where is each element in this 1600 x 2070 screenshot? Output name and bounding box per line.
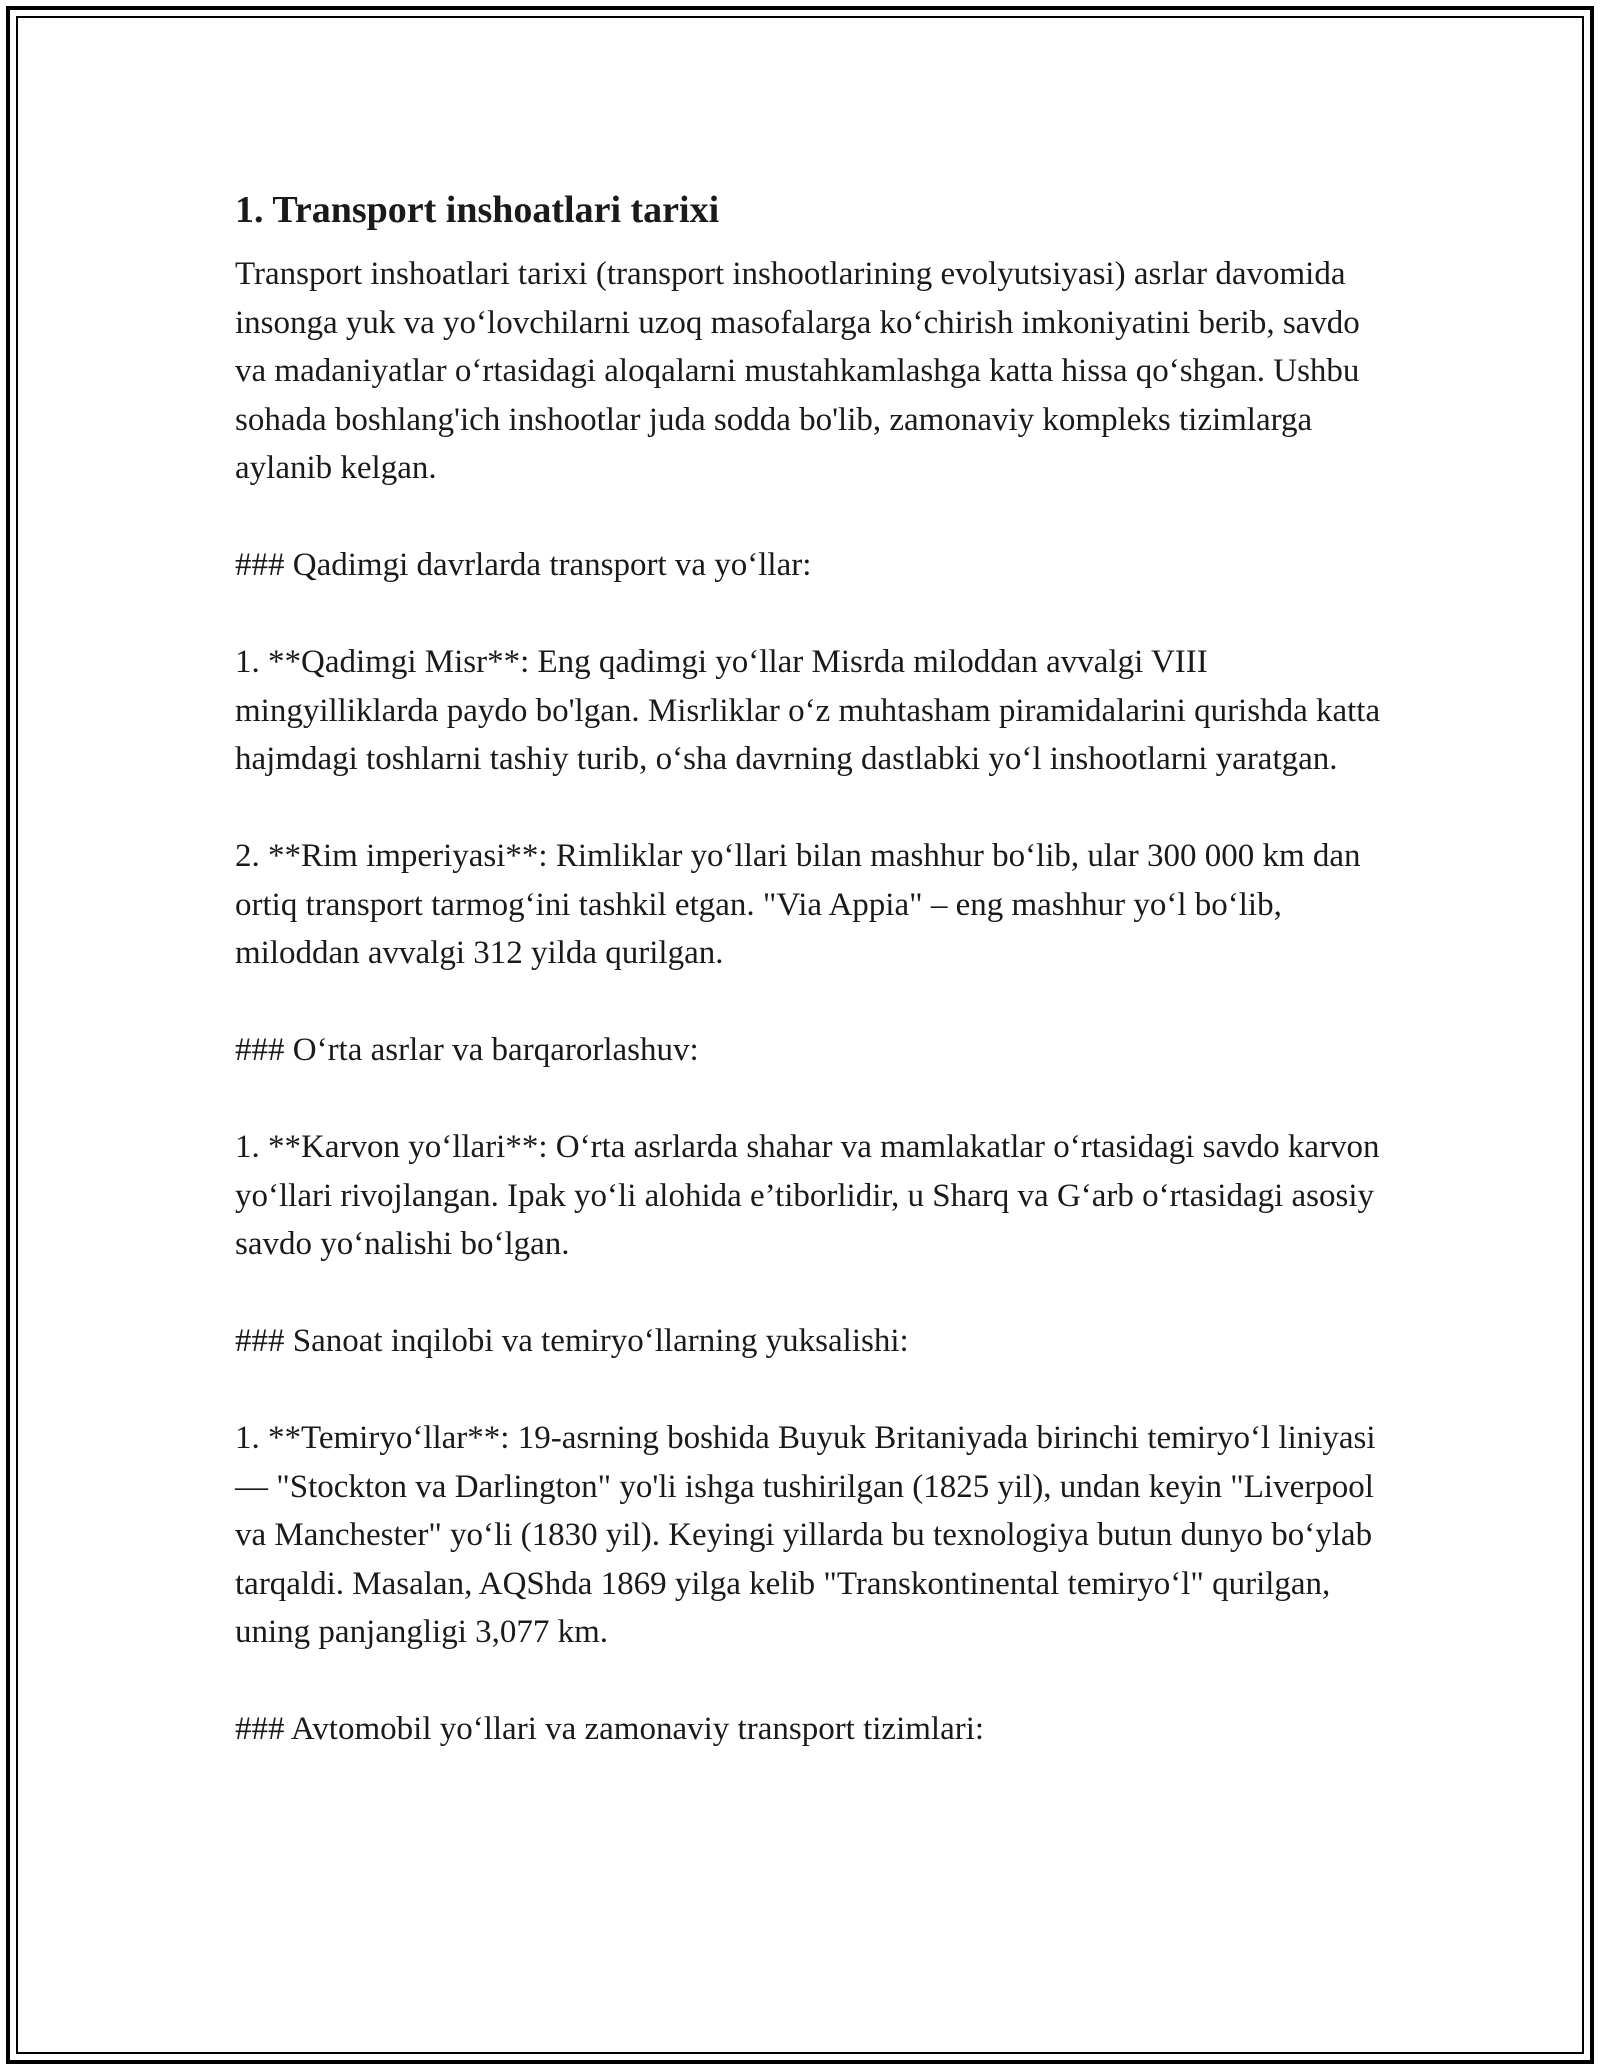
document-body bbox=[235, 186, 1385, 1754]
section-heading-middle-ages: ### O‘rta asrlar va barqarorlashuv: bbox=[235, 1032, 699, 1068]
list-item-railways: 1. **Temiryo‘llar**: 19-asrning boshida Buyuk Britaniyada birinchi temiryo‘l liniyasi — "Stockton va Darlington" yo'li ishga tushirilgan (1825 yil), undan keyin "Liverpool va Manchester" yo‘li (1830 yil). Keyingi yillarda bu texnologiya butun dunyo bo‘ylab tarqaldi. Masalan, AQShda 1869 yilga kelib "Transkontinental temiryo‘l" qurilgan, uning panjangligi 3,077 km. bbox=[235, 1420, 1376, 1650]
section-heading-industrial: ### Sanoat inqilobi va temiryo‘llarning yuksalishi: bbox=[235, 1323, 909, 1359]
intro-paragraph: Transport inshoatlari tarixi (transport inshootlarining evolyutsiyasi) asrlar davomida insonga yuk va yo‘lovchilarni uzoq masofalarga ko‘chirish imkoniyatini berib, savdo va madaniyatlar o‘rtasidagi aloqalarni mustahkamlashga katta hissa qo‘shgan. Ushbu sohada boshlang'ich inshootlar juda sodda bo'lib, zamonaviy kompleks tizimlarga aylanib kelgan. bbox=[235, 256, 1360, 486]
section-heading-ancient: ### Qadimgi davrlarda transport va yo‘llar: bbox=[235, 547, 812, 583]
list-item-egypt: 1. **Qadimgi Misr**: Eng qadimgi yo‘llar Misrda miloddan avvalgi VIII mingyilliklarda paydo bo'lgan. Misrliklar o‘z muhtasham piramidalarini qurishda katta hajmdagi toshlarni tashiy turib, o‘sha davrning dastlabki yo‘l inshootlarni yaratgan. bbox=[235, 644, 1381, 777]
list-item-rome: 2. **Rim imperiyasi**: Rimliklar yo‘llari bilan mashhur bo‘lib, ular 300 000 km dan ortiq transport tarmog‘ini tashkil etgan. "Via Appia" – eng mashhur yo‘l bo‘lib, miloddan avvalgi 312 yilda qurilgan. bbox=[235, 838, 1361, 971]
document-title: 1. Transport inshoatlari tarixi bbox=[235, 189, 720, 231]
section-heading-modern: ### Avtomobil yo‘llari va zamonaviy transport tizimlari: bbox=[235, 1711, 985, 1747]
list-item-caravan: 1. **Karvon yo‘llari**: O‘rta asrlarda shahar va mamlakatlar o‘rtasidagi savdo karvon yo‘llari rivojlangan. Ipak yo‘li alohida e’tiborlidir, u Sharq va G‘arb o‘rtasidagi asosiy savdo yo‘nalishi bo‘lgan. bbox=[235, 1129, 1380, 1262]
